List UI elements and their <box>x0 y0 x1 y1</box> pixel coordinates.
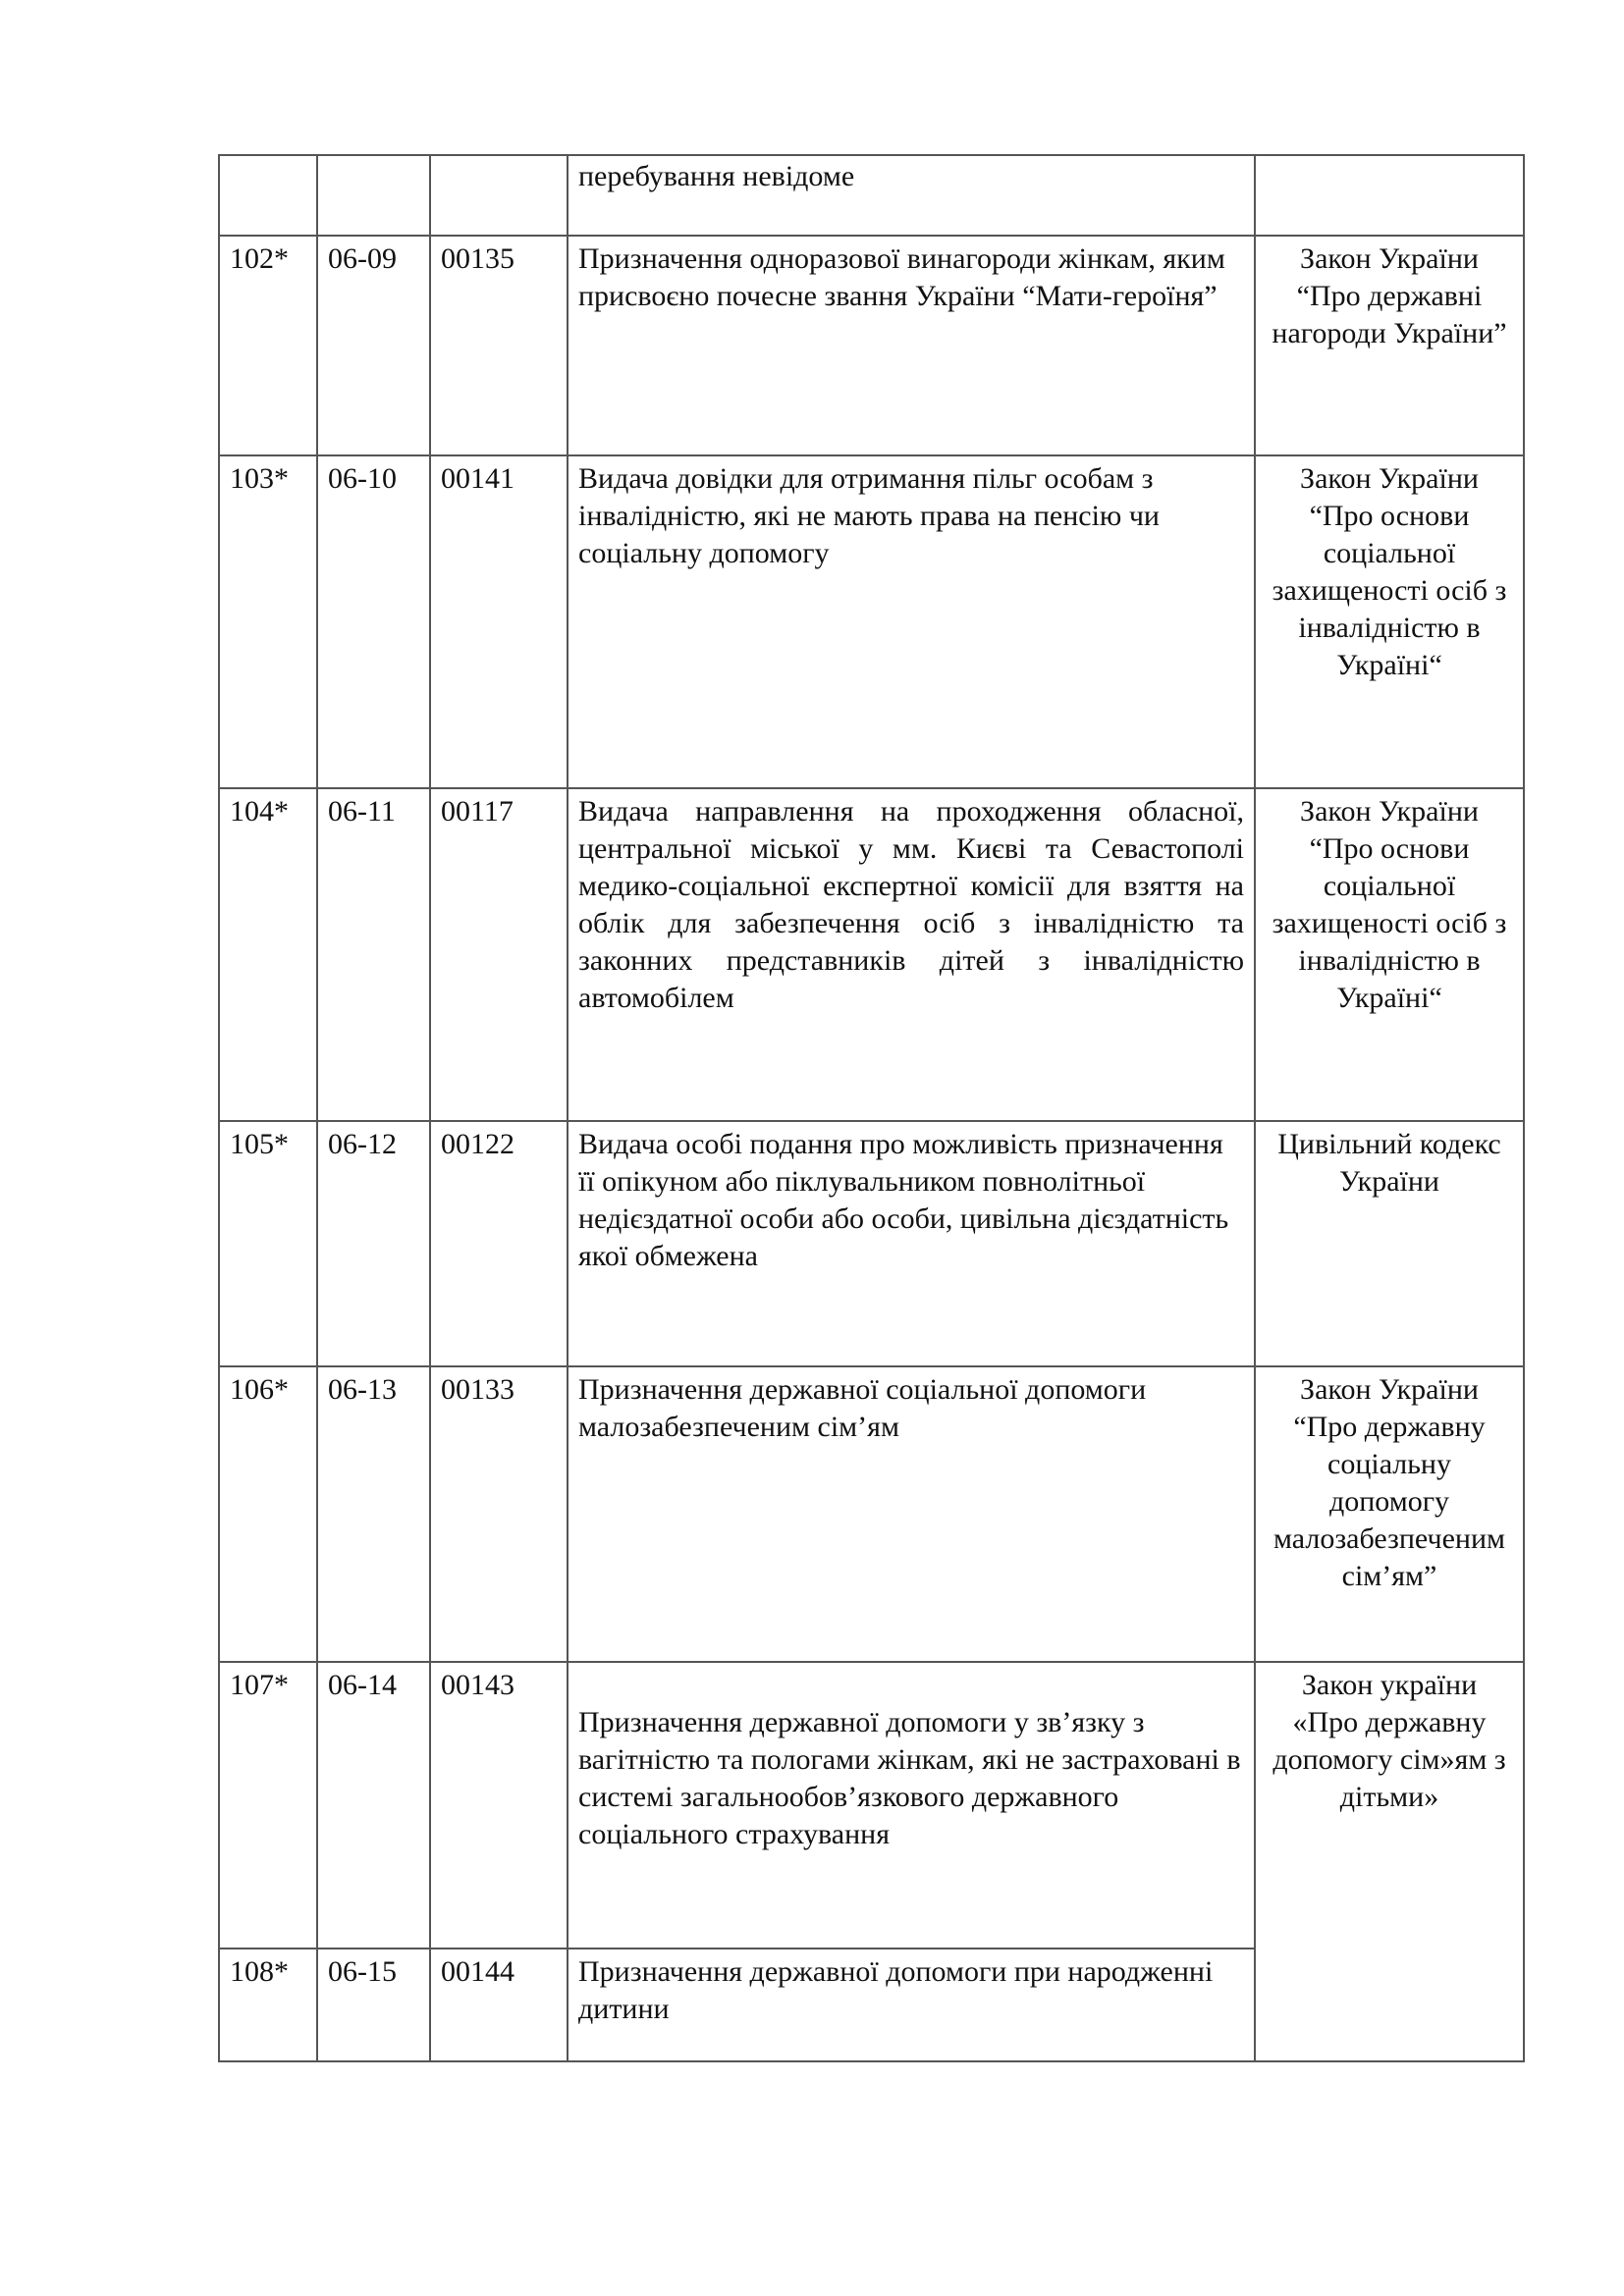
row-id <box>430 155 568 236</box>
row-number: 108* <box>219 1949 317 2061</box>
row-code: 06-10 <box>317 455 430 788</box>
row-description: Видача особі подання про можливість призначення її опікуном або піклувальником повнолітньої недієздатної особи або особи, цивільна дієздатність якої обмежена <box>568 1121 1255 1366</box>
services-table <box>218 154 1525 2062</box>
row-description: Призначення державної допомоги при народженні дитини <box>568 1949 1255 2061</box>
row-description: Призначення державної соціальної допомоги малозабезпеченим сім’ям <box>568 1366 1255 1662</box>
row-id: 00141 <box>430 455 568 788</box>
row-id: 00133 <box>430 1366 568 1662</box>
row-number: 106* <box>219 1366 317 1662</box>
row-law <box>1255 155 1524 236</box>
row-description <box>568 1662 1255 1949</box>
table-row <box>219 236 1524 455</box>
row-number: 102* <box>219 236 317 455</box>
row-number: 105* <box>219 1121 317 1366</box>
row-code: 06-14 <box>317 1662 430 1949</box>
row-number: 107* <box>219 1662 317 1949</box>
row-description: перебування невідоме <box>568 155 1255 236</box>
row-description: Призначення одноразової винагороди жінкам, яким присвоєно почесне звання України “Мати-героїня” <box>568 236 1255 455</box>
row-number: 103* <box>219 455 317 788</box>
row-code: 06-12 <box>317 1121 430 1366</box>
row-description-text: Призначення державної допомоги у зв’язку з вагітністю та пологами жінкам, які не застраховані в системі загальнообов’язкового державного соціального страхування <box>578 1706 1241 1850</box>
table-row <box>219 455 1524 788</box>
row-law: Закон україни «Про державну допомогу сім»ям з дітьми» <box>1255 1662 1524 2061</box>
row-code: 06-13 <box>317 1366 430 1662</box>
table-row <box>219 1662 1524 1949</box>
row-law: Цивільний кодекс України <box>1255 1121 1524 1366</box>
row-law: Закон України “Про державну соціальну допомогу малозабезпеченим сім’ям” <box>1255 1366 1524 1662</box>
row-code: 06-11 <box>317 788 430 1121</box>
table-row <box>219 1121 1524 1366</box>
row-description: Видача довідки для отримання пільг особам з інвалідністю, які не мають права на пенсію чи соціальну допомогу <box>568 455 1255 788</box>
row-number <box>219 155 317 236</box>
row-id: 00122 <box>430 1121 568 1366</box>
table-row <box>219 1366 1524 1662</box>
row-number: 104* <box>219 788 317 1121</box>
row-description: Видача направлення на проходження обласної, центральної міської у мм. Києві та Севастополі медико-соціальної експертної комісії для взяття на облік для забезпечення осіб з інвалідністю та законних представників дітей з інвалідністю автомобілем <box>568 788 1255 1121</box>
row-id: 00117 <box>430 788 568 1121</box>
row-law: Закон України “Про державні нагороди України” <box>1255 236 1524 455</box>
row-id: 00143 <box>430 1662 568 1949</box>
row-code: 06-15 <box>317 1949 430 2061</box>
row-law: Закон України “Про основи соціальної захищеності осіб з інвалідністю в Україні“ <box>1255 788 1524 1121</box>
row-id: 00135 <box>430 236 568 455</box>
row-id: 00144 <box>430 1949 568 2061</box>
row-law: Закон України “Про основи соціальної захищеності осіб з інвалідністю в Україні“ <box>1255 455 1524 788</box>
table-row <box>219 155 1524 236</box>
row-code: 06-09 <box>317 236 430 455</box>
table-row <box>219 788 1524 1121</box>
row-code <box>317 155 430 236</box>
